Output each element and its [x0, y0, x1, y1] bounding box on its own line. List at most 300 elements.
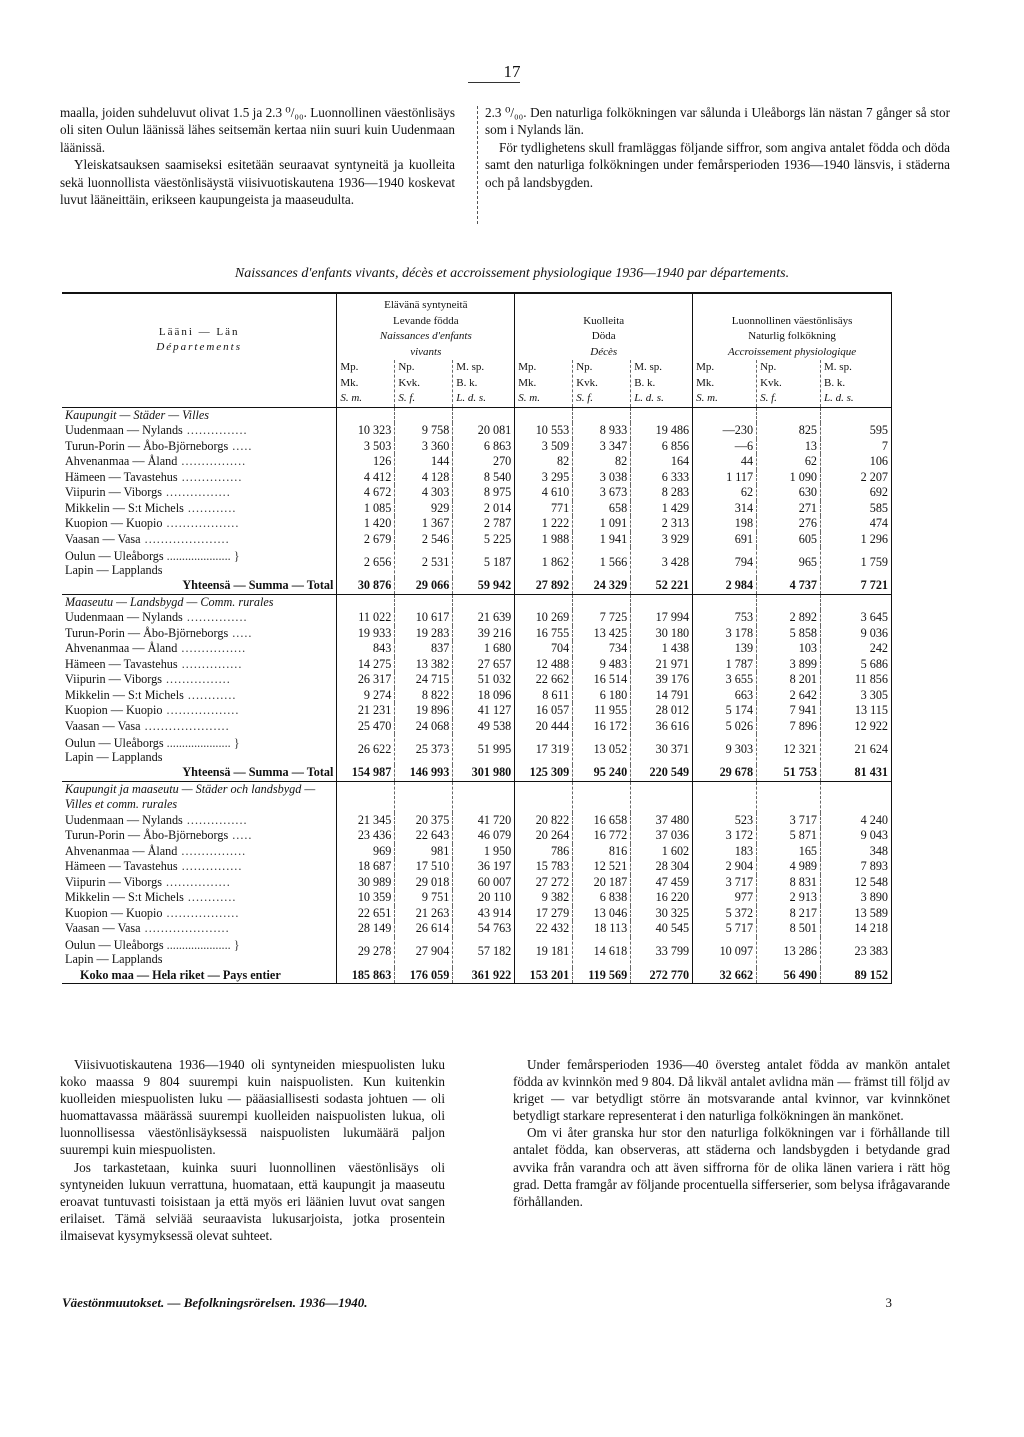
value-cell: 39 216	[453, 626, 515, 642]
value-cell: 24 329	[573, 578, 631, 594]
row-label	[62, 828, 337, 844]
value-cell: 794	[693, 547, 757, 578]
row-label	[62, 485, 337, 501]
row-label-pair	[62, 547, 337, 578]
leader-dots: ................	[161, 485, 231, 499]
table-row	[62, 703, 892, 719]
table-row	[62, 657, 892, 673]
row-label-text: Turun-Porin — Åbo-Björneborgs	[65, 828, 229, 842]
value-cell: 9 036	[821, 626, 892, 642]
growth-header-line: Accroissement physiologique	[727, 345, 857, 358]
value-cell: 3 929	[631, 532, 693, 548]
value-cell: 1 090	[757, 470, 821, 486]
row-label	[62, 672, 337, 688]
value-cell: 62	[693, 485, 757, 501]
value-cell: 22 432	[515, 921, 573, 937]
value-cell: 14 791	[631, 688, 693, 704]
value-cell: 2 913	[757, 890, 821, 906]
value-cell: 3 347	[573, 439, 631, 455]
value-cell: 969	[337, 844, 395, 860]
value-cell: 1 950	[453, 844, 515, 860]
row-label-text: Ahvenanmaa — Åland	[65, 641, 178, 655]
row-label-text: Ahvenanmaa — Åland	[65, 454, 178, 468]
row-label-text: Uudenmaan — Nylands	[65, 812, 183, 827]
row-label	[62, 703, 337, 719]
value-cell: 21 263	[395, 906, 453, 922]
value-cell: 27 892	[515, 578, 573, 594]
growth-header-line: Naturlig folkökning	[748, 330, 836, 342]
value-cell: 2 892	[757, 610, 821, 626]
value-cell: 185 863	[337, 968, 395, 984]
row-label-text: Turun-Porin — Åbo-Björneborgs	[65, 625, 229, 640]
value-cell: 314	[693, 501, 757, 517]
table-row	[62, 719, 892, 735]
value-cell: 3 673	[573, 485, 631, 501]
header-rule	[468, 82, 520, 83]
value-cell: 7 721	[821, 578, 892, 594]
value-cell: 176 059	[395, 968, 453, 984]
value-cell: 9 274	[337, 688, 395, 704]
blank-cell	[693, 781, 757, 813]
value-cell: 13 115	[821, 703, 892, 719]
value-cell: 16 220	[631, 890, 693, 906]
blank-cell	[337, 781, 395, 813]
pair-label-line	[65, 952, 333, 966]
value-cell: 22 651	[337, 906, 395, 922]
value-cell: 32 662	[693, 968, 757, 984]
subheader-line: S. f.	[398, 392, 416, 404]
row-label-text: Hämeen — Tavastehus	[65, 656, 178, 671]
row-label-text: Kuopion — Kuopio	[65, 516, 163, 530]
value-cell: 16 772	[573, 828, 631, 844]
value-cell: 6 856	[631, 439, 693, 455]
row-label-text: Oulun — Uleåborgs	[65, 548, 164, 563]
value-cell: 5 717	[693, 921, 757, 937]
subheader-cell	[631, 360, 693, 407]
value-cell: 21 231	[337, 703, 395, 719]
value-cell: 30 876	[337, 578, 395, 594]
value-cell: 1 296	[821, 532, 892, 548]
value-cell: 51 753	[757, 765, 821, 781]
value-cell: 523	[693, 813, 757, 829]
column-divider	[477, 106, 478, 224]
value-cell: 1 680	[453, 641, 515, 657]
value-cell: 270	[453, 454, 515, 470]
value-cell: 41 720	[453, 813, 515, 829]
value-cell: 13 589	[821, 906, 892, 922]
value-cell: 2 207	[821, 470, 892, 486]
value-cell: 6 863	[453, 439, 515, 455]
births-header-line: Levande födda	[392, 314, 459, 327]
leader-dots: .....................	[140, 921, 230, 935]
table-row	[62, 610, 892, 626]
value-cell: 734	[573, 641, 631, 657]
value-cell: 49 538	[453, 719, 515, 735]
region-header-fi: Lääni — Län	[158, 325, 240, 338]
value-cell: 704	[515, 641, 573, 657]
pair-label-line	[65, 938, 333, 952]
table-row	[62, 890, 892, 906]
value-cell: 52 221	[631, 578, 693, 594]
row-label-text: Uudenmaan — Nylands	[65, 610, 183, 624]
leader-dots: ...............	[182, 812, 248, 827]
value-cell: 19 486	[631, 423, 693, 439]
value-cell: 103	[757, 641, 821, 657]
table-row	[62, 875, 892, 891]
row-label	[62, 813, 337, 829]
row-label	[62, 641, 337, 657]
value-cell: 24 715	[395, 672, 453, 688]
value-cell: 271	[757, 501, 821, 517]
table-row	[62, 844, 892, 860]
value-cell: 21 971	[631, 657, 693, 673]
section-title: Kaupungit ja maaseutu — Städer och landsbygd — Villes et comm. rurales	[62, 781, 337, 813]
value-cell: 8 975	[453, 485, 515, 501]
section-title-row	[62, 781, 892, 813]
leader-dots: ..................... }	[163, 548, 240, 563]
subheader-line: Mk.	[518, 376, 537, 389]
subheader-cell	[757, 360, 821, 407]
table-row	[62, 688, 892, 704]
value-cell: 153 201	[515, 968, 573, 984]
leader-dots: ............	[183, 687, 237, 702]
region-header	[62, 293, 337, 360]
leader-dots: .....	[228, 625, 253, 640]
value-cell: 3 899	[757, 657, 821, 673]
table-row	[62, 672, 892, 688]
value-cell: 1 862	[515, 547, 573, 578]
blank-cell	[515, 594, 573, 610]
value-cell: 3 172	[693, 828, 757, 844]
value-cell: 21 624	[821, 734, 892, 765]
section-title: Maaseutu — Landsbygd — Comm. rurales	[62, 594, 337, 610]
value-cell: 1 117	[693, 470, 757, 486]
paragraph: Yleiskatsauksen saamiseksi esitetään seuraavat syntyneitä ja kuolleita sekä luonnollista väestönlisäystä viisivuotiskautena 1936—1940 koskevat luvut lääneittäin, erikseen kaupungeista ja maaseudulta.	[60, 157, 455, 208]
subheader-line: S. f.	[760, 392, 777, 404]
blank-cell	[337, 407, 395, 423]
row-label	[62, 859, 337, 875]
row-label	[62, 423, 337, 439]
leader-dots: ..................	[162, 905, 240, 920]
row-label	[62, 890, 337, 906]
value-cell: 14 218	[821, 921, 892, 937]
row-label-text: Viipurin — Viborgs	[65, 672, 162, 686]
value-cell: 16 658	[573, 813, 631, 829]
value-cell: 10 323	[337, 423, 395, 439]
value-cell: 1 420	[337, 516, 395, 532]
table-row	[62, 532, 892, 548]
value-cell: 82	[573, 454, 631, 470]
row-label	[62, 626, 337, 642]
value-cell: 18 113	[573, 921, 631, 937]
value-cell: 57 182	[453, 937, 515, 968]
value-cell: 154 987	[337, 765, 395, 781]
subheader-line: S. m.	[696, 392, 718, 404]
paragraph: Under femårsperioden 1936—40 översteg antalet födda av mankön antalet födda av kvinnkön med 9 804. Då likväl antalet avlidna män — främst till följd av kriget — var betydligt större än motsvarande antal kvinnor, var kvinnkönet betydligt starkare representerat i den naturliga folkökningen än mankönet.	[513, 1057, 950, 1124]
value-cell: 595	[821, 423, 892, 439]
value-cell: 630	[757, 485, 821, 501]
row-label	[62, 844, 337, 860]
value-cell: 3 360	[395, 439, 453, 455]
blank-cell	[693, 407, 757, 423]
bottom-text-columns	[60, 1056, 960, 1276]
value-cell: 692	[821, 485, 892, 501]
value-cell: 39 176	[631, 672, 693, 688]
subheader-line: Mp.	[340, 361, 359, 373]
value-cell: 29 066	[395, 578, 453, 594]
value-cell: 11 022	[337, 610, 395, 626]
row-label-text: Uudenmaan — Nylands	[65, 423, 183, 437]
value-cell: 8 501	[757, 921, 821, 937]
leader-dots: ..................	[162, 703, 240, 717]
value-cell: 2 014	[453, 501, 515, 517]
table-row	[62, 485, 892, 501]
row-label-text: Vaasan — Vasa	[65, 921, 141, 935]
value-cell: 301 980	[453, 765, 515, 781]
row-label	[62, 875, 337, 891]
value-cell: 3 655	[693, 672, 757, 688]
row-label-text: Vaasan — Vasa	[65, 531, 141, 546]
subheader-line: B. k.	[456, 376, 478, 389]
blank-cell	[573, 594, 631, 610]
value-cell: 81 431	[821, 765, 892, 781]
blank-cell	[757, 781, 821, 813]
table-row	[62, 439, 892, 455]
section-title: Kaupungit — Städer — Villes	[62, 407, 337, 423]
leader-dots: .....	[228, 828, 253, 842]
value-cell: 2 679	[337, 532, 395, 548]
value-cell: —6	[693, 439, 757, 455]
blank-cell	[821, 781, 892, 813]
subheader-line: Mk.	[340, 376, 359, 389]
blank-cell	[395, 407, 453, 423]
value-cell: 9 483	[573, 657, 631, 673]
value-cell: 2 642	[757, 688, 821, 704]
value-cell: 95 240	[573, 765, 631, 781]
value-cell: 26 622	[337, 734, 395, 765]
value-cell: 18 096	[453, 688, 515, 704]
value-cell: 15 783	[515, 859, 573, 875]
subheader-line: Np.	[760, 361, 777, 373]
row-label-text: Turun-Porin — Åbo-Björneborgs	[65, 438, 229, 453]
paragraph: Om vi åter granska hur stor den naturliga folkökningen var i förhållande till antalet födda, kan observeras, att städerna och landsbygden i betydande grad avvika från varandra och att även siffrorna för de olika länen variera i rätt hög grad. Detta framgår av följande procentuella sifferserier, som belysa ifrågavarande förhållanden.	[513, 1125, 950, 1209]
row-label-text: Mikkelin — S:t Michels	[65, 687, 184, 702]
value-cell: 3 178	[693, 626, 757, 642]
value-cell: 43 914	[453, 906, 515, 922]
value-cell: 46 079	[453, 828, 515, 844]
value-cell: 27 657	[453, 657, 515, 673]
table-row-pair	[62, 547, 892, 578]
value-cell: 9 751	[395, 890, 453, 906]
value-cell: 51 032	[453, 672, 515, 688]
value-cell: 4 737	[757, 578, 821, 594]
value-cell: 3 038	[573, 470, 631, 486]
value-cell: 9 043	[821, 828, 892, 844]
value-cell: 29 678	[693, 765, 757, 781]
blank-cell	[757, 594, 821, 610]
value-cell: 89 152	[821, 968, 892, 984]
value-cell: 6 180	[573, 688, 631, 704]
value-cell: 23 436	[337, 828, 395, 844]
value-cell: 1 566	[573, 547, 631, 578]
leader-dots: ..................... }	[163, 735, 240, 750]
table-row-pair	[62, 937, 892, 968]
value-cell: 2 531	[395, 547, 453, 578]
blank-cell	[573, 407, 631, 423]
table-row	[62, 641, 892, 657]
value-cell: 41 127	[453, 703, 515, 719]
blank-cell	[515, 781, 573, 813]
leader-dots: ................	[177, 641, 247, 655]
leader-dots: ................	[161, 672, 231, 686]
subheader-line: S. f.	[576, 392, 594, 404]
value-cell: 272 770	[631, 968, 693, 984]
blank-cell	[757, 407, 821, 423]
value-cell: 11 856	[821, 672, 892, 688]
value-cell: 1 438	[631, 641, 693, 657]
row-label	[62, 906, 337, 922]
value-cell: 139	[693, 641, 757, 657]
value-cell: 5 871	[757, 828, 821, 844]
row-label	[62, 516, 337, 532]
growth-header-line: Luonnollinen väestönlisäys	[731, 314, 853, 327]
value-cell: 164	[631, 454, 693, 470]
value-cell: 9 303	[693, 734, 757, 765]
value-cell: 30 989	[337, 875, 395, 891]
subheader-line: L. d. s.	[634, 392, 664, 404]
table-row	[62, 859, 892, 875]
table-row	[62, 906, 892, 922]
bottom-left-column	[60, 1056, 445, 1244]
value-cell: 23 383	[821, 937, 892, 968]
blank-cell	[395, 781, 453, 813]
leader-dots: ................	[177, 843, 247, 858]
value-cell: 19 283	[395, 626, 453, 642]
value-cell: 605	[757, 532, 821, 548]
row-label-text: Vaasan — Vasa	[65, 718, 141, 733]
paragraph: maalla, joiden suhdeluvut olivat 1.5 ja 2.3 ⁰/₀₀. Luonnollinen väestönlisäys oli siten Oulun läänissä lähes seitsemän kertaa niin suuri kuin Uudenmaan läänissä.	[60, 105, 455, 155]
value-cell: 44	[693, 454, 757, 470]
value-cell: 12 548	[821, 875, 892, 891]
paragraph: 2.3 ⁰/₀₀. Den naturliga folkökningen var sålunda i Uleåborgs län nästan 7 gånger så stor som i Nylands län.	[485, 105, 950, 138]
subheader-row	[62, 360, 892, 407]
value-cell: 13 052	[573, 734, 631, 765]
value-cell: 4 128	[395, 470, 453, 486]
row-label-text: Hämeen — Tavastehus	[65, 469, 178, 484]
table-row	[62, 828, 892, 844]
value-cell: 981	[395, 844, 453, 860]
value-cell: 29 278	[337, 937, 395, 968]
value-cell: 7	[821, 439, 892, 455]
value-cell: 125 309	[515, 765, 573, 781]
value-cell: 10 553	[515, 423, 573, 439]
value-cell: 24 068	[395, 719, 453, 735]
value-cell: 8 933	[573, 423, 631, 439]
value-cell: 62	[757, 454, 821, 470]
value-cell: 82	[515, 454, 573, 470]
value-cell: 658	[573, 501, 631, 517]
value-cell: 825	[757, 423, 821, 439]
value-cell: 977	[693, 890, 757, 906]
region-header-fr: Départements	[156, 341, 243, 353]
subheader-line: M. sp.	[824, 361, 852, 373]
value-cell: 3 717	[693, 875, 757, 891]
value-cell: 19 933	[337, 626, 395, 642]
bottom-right-column	[513, 1056, 950, 1210]
subheader-line: M. sp.	[634, 361, 662, 373]
leader-dots: .....................	[140, 718, 230, 733]
table-total-row	[62, 578, 892, 594]
value-cell: 585	[821, 501, 892, 517]
value-cell: 7 896	[757, 719, 821, 735]
value-cell: 4 989	[757, 859, 821, 875]
table-row-pair	[62, 734, 892, 765]
blank-cell	[631, 781, 693, 813]
subheader-line: Mp.	[518, 361, 537, 373]
row-label-text: Lapin — Lapplands	[65, 952, 163, 966]
value-cell: 12 321	[757, 734, 821, 765]
value-cell: 126	[337, 454, 395, 470]
row-label	[62, 439, 337, 455]
value-cell: 16 057	[515, 703, 573, 719]
paragraph: Viisivuotiskautena 1936—1940 oli syntyneiden miespuolisten luku koko maassa 9 804 suurempi kuin naispuolisten. Kun kuitenkin kuolleiden miespuolisten luku — pääasiallisesti sodasta johtuen — oli huomattavassa määrässä suurempi kuolleiden naispuolisten lukua, oli luonnollisessa väestönlisäyksessä naispuolisten lukumäärä paljon suurempi kuin miespuolisten.	[60, 1057, 445, 1158]
subheader-cell	[515, 360, 573, 407]
row-label	[62, 501, 337, 517]
total-label: Yhteensä — Summa — Total	[62, 578, 337, 594]
value-cell: 7 893	[821, 859, 892, 875]
value-cell: —230	[693, 423, 757, 439]
value-cell: 8 540	[453, 470, 515, 486]
value-cell: 21 345	[337, 813, 395, 829]
blank-cell	[573, 781, 631, 813]
value-cell: 5 187	[453, 547, 515, 578]
value-cell: 51 995	[453, 734, 515, 765]
row-label-text: Viipurin — Viborgs	[65, 874, 162, 889]
value-cell: 183	[693, 844, 757, 860]
value-cell: 474	[821, 516, 892, 532]
row-label-text: Oulun — Uleåborgs	[65, 938, 164, 952]
row-label-text: Kuopion — Kuopio	[65, 703, 163, 717]
row-label-text: Lapin — Lapplands	[65, 562, 163, 577]
row-label-pair	[62, 734, 337, 765]
births-header	[337, 293, 515, 360]
row-label	[62, 610, 337, 626]
subheader-line: S. m.	[518, 392, 540, 404]
value-cell: 30 371	[631, 734, 693, 765]
value-cell: 17 319	[515, 734, 573, 765]
top-right-column	[485, 104, 950, 191]
leader-dots: ...............	[177, 859, 243, 873]
value-cell: 5 858	[757, 626, 821, 642]
row-label	[62, 470, 337, 486]
blank-cell	[453, 781, 515, 813]
value-cell: 4 412	[337, 470, 395, 486]
subheader-cell	[453, 360, 515, 407]
leader-dots: ...............	[182, 610, 248, 624]
value-cell: 4 240	[821, 813, 892, 829]
blank-cell	[395, 594, 453, 610]
section-title-row	[62, 594, 892, 610]
value-cell: 276	[757, 516, 821, 532]
table-row	[62, 626, 892, 642]
value-cell: 843	[337, 641, 395, 657]
value-cell: 2 984	[693, 578, 757, 594]
value-cell: 3 305	[821, 688, 892, 704]
value-cell: 1 941	[573, 532, 631, 548]
value-cell: 17 510	[395, 859, 453, 875]
value-cell: 59 942	[453, 578, 515, 594]
value-cell: 9 382	[515, 890, 573, 906]
